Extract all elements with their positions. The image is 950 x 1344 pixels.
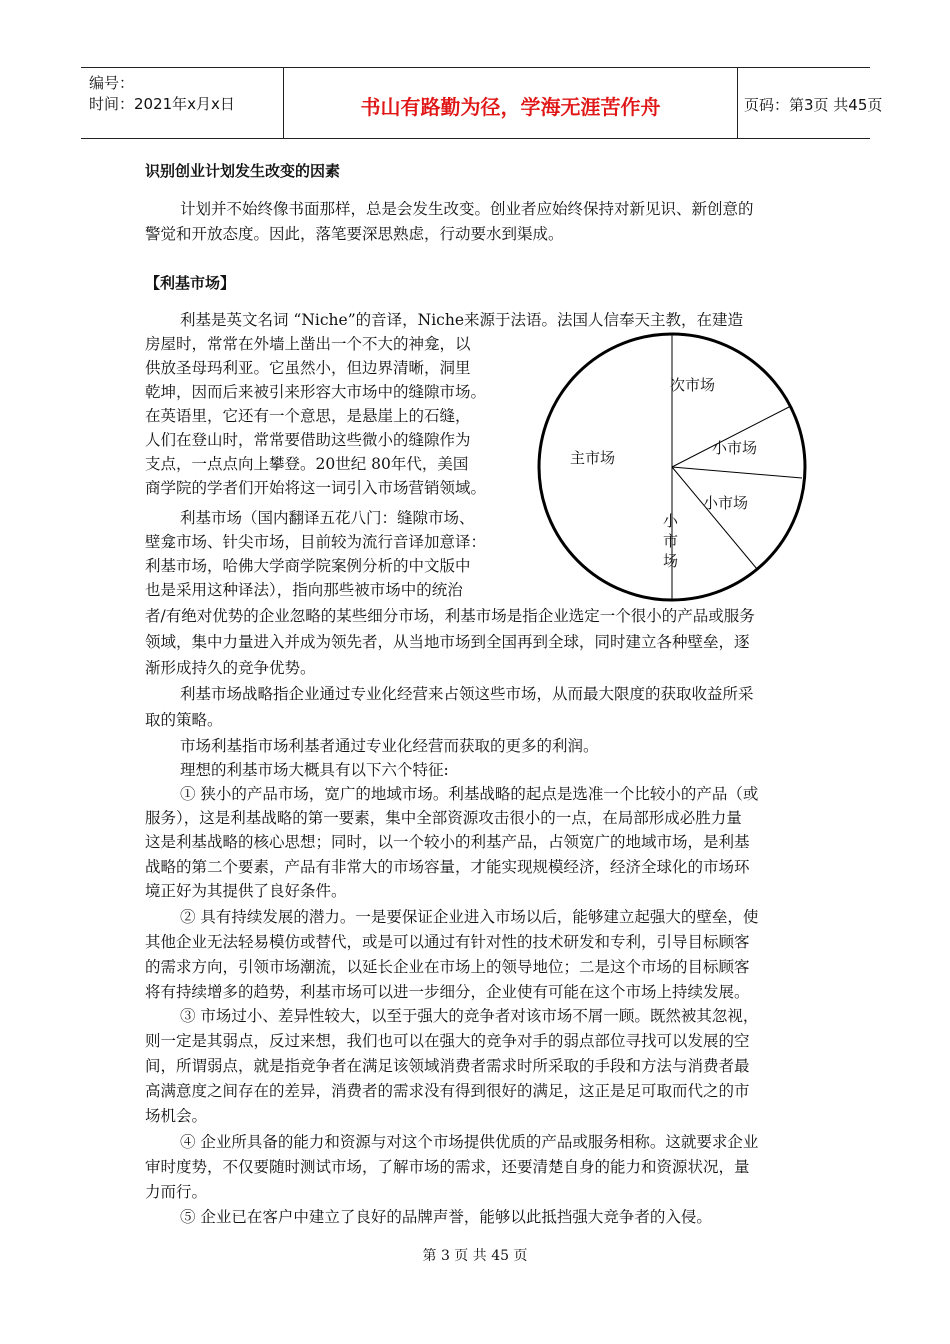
header-center-cell (283, 68, 738, 138)
body-line: ⑤ 企业已在客户中建立了良好的品牌声誉，能够以此抵挡强大竞争者的入侵。 (180, 1208, 712, 1226)
body-line: 力而行。 (145, 1183, 208, 1201)
section-title: 识别创业计划发生改变的因素 (145, 162, 341, 180)
header-motto: 书山有路勤为径，学海无涯苦作舟 (360, 95, 661, 119)
small-market-vertical-char: 小 (663, 512, 679, 530)
market-diagram (535, 330, 815, 610)
body-line: 则一定是其弱点，反过来想，我们也可以在强大的竞争对手的弱点部位寻找可以发展的空 (145, 1032, 750, 1050)
header-table (81, 67, 883, 139)
main-market-label: 主市场 (570, 449, 616, 467)
intro-line: 计划并不始终像书面那样，总是会发生改变。创业者应始终保持对新见识、新创意的 (180, 200, 754, 218)
body-line: 境正好为其提供了良好条件。 (145, 882, 347, 900)
intro-line: 警觉和开放态度。因此，落笔要深思熟虑，行动要水到渠成。 (145, 225, 564, 243)
body-line: ① 狭小的产品市场，宽广的地域市场。利基战略的起点是选准一个比较小的产品（或 (180, 785, 759, 803)
body-line: 利基市场，哈佛大学商学院案例分析的中文版中 (145, 557, 471, 575)
body-line: 乾坤，因而后来被引来形容大市场中的缝隙市场。 (145, 383, 487, 401)
body-line: 供放圣母玛利亚。它虽然小，但边界清晰，洞里 (145, 359, 471, 377)
header-left-cell (81, 68, 283, 138)
niche-heading: 【利基市场】 (145, 274, 236, 292)
body-line: ④ 企业所具备的能力和资源与对这个市场提供优质的产品或服务相称。这就要求企业 (180, 1133, 759, 1151)
date-label: 时间：2021年x月x日 (89, 95, 235, 113)
body-line: 利基市场（国内翻译五花八门：缝隙市场、 (180, 509, 475, 527)
body-line: 商学院的学者们开始将这一词引入市场营销领域。 (145, 479, 487, 497)
body-line: 取的策略。 (145, 711, 223, 729)
document-number-label: 编号： (89, 74, 135, 92)
page-footer: 第 3 页 共 45 页 (422, 1248, 528, 1264)
body-line: 间，所谓弱点，就是指竞争者在满足该领域消费者需求时所采取的手段和方法与消费者最 (145, 1057, 750, 1075)
body-line: 这是利基战略的核心思想；同时，以一个较小的利基产品，占领宽广的地域市场，是利基 (145, 833, 750, 851)
small-market-vertical-char: 市 (663, 532, 679, 550)
body-line: 领域，集中力量进入并成为领先者，从当地市场到全国再到全球，同时建立各种壁垒，逐 (145, 633, 750, 651)
body-line: 利基市场战略指企业通过专业化经营来占领这些市场，从而最大限度的获取收益所采 (180, 685, 754, 703)
divider-line (672, 467, 757, 569)
body-line: 渐形成持久的竞争优势。 (145, 659, 316, 677)
body-line: 利基是英文名词 “Niche”的音译，Niche来源于法语。法国人信奉天主教，在建造 (180, 311, 743, 329)
body-line: 审时度势，不仅要随时测试市场，了解市场的需求，还要清楚自身的能力和资源状况，量 (145, 1158, 750, 1176)
body-line: 其他企业无法轻易模仿或替代，或是可以通过有针对性的技术研发和专利，引导目标顾客 (145, 933, 750, 951)
body-line: 场机会。 (145, 1107, 208, 1125)
body-line: 支点，一点点向上攀登。20世纪 80年代，美国 (145, 455, 469, 473)
divider-line (672, 406, 791, 467)
body-line: 战略的第二个要素，产品有非常大的市场容量，才能实现规模经济，经济全球化的市场环 (145, 858, 750, 876)
body-line: 者/有绝对优势的企业忽略的某些细分市场，利基市场是指企业选定一个很小的产品或服务 (145, 607, 755, 625)
small-market-label: 小市场 (703, 494, 749, 512)
body-line: 也是采用这种译法），指向那些被市场中的统治 (145, 581, 463, 599)
body-line: ③ 市场过小、差异性较大，以至于强大的竞争者对该市场不屑一顾。既然被其忽视， (180, 1007, 759, 1025)
body-line: 高满意度之间存在的差异，消费者的需求没有得到很好的满足，这正是足可取而代之的市 (145, 1082, 750, 1100)
body-line: 在英语里，它还有一个意思，是悬崖上的石缝， (145, 407, 471, 425)
body-line: 人们在登山时，常常要借助这些微小的缝隙作为 (145, 431, 471, 449)
secondary-market-label: 次市场 (670, 376, 716, 394)
small-market-vertical-char: 场 (663, 552, 679, 570)
body-line: 房屋时，常常在外墙上凿出一个不大的神龛，以 (145, 335, 471, 353)
body-line: 理想的利基市场大概具有以下六个特征: (180, 761, 449, 779)
page-number-label: 页码：第3页 共45页 (744, 96, 883, 114)
body-line: 将有持续增多的趋势，利基市场可以进一步细分，企业使有可能在这个市场上持续发展。 (145, 983, 750, 1001)
small-market-label: 小市场 (712, 439, 758, 457)
body-line: 市场利基指市场利基者通过专业化经营而获取的更多的利润。 (180, 737, 599, 755)
header-right-cell (736, 68, 883, 138)
body-line: 服务），这是利基战略的第一要素，集中全部资源攻击很小的一点，在局部形成必胜力量 (145, 809, 742, 827)
body-line: 的需求方向，引领市场潮流，以延长企业在市场上的领导地位；二是这个市场的目标顾客 (145, 958, 750, 976)
body-line: ② 具有持续发展的潜力。一是要保证企业进入市场以后，能够建立起强大的壁垒，使 (180, 908, 759, 926)
divider-line (672, 467, 802, 478)
body-line: 壁龛市场、针尖市场，目前较为流行音译加意译： (145, 533, 487, 551)
